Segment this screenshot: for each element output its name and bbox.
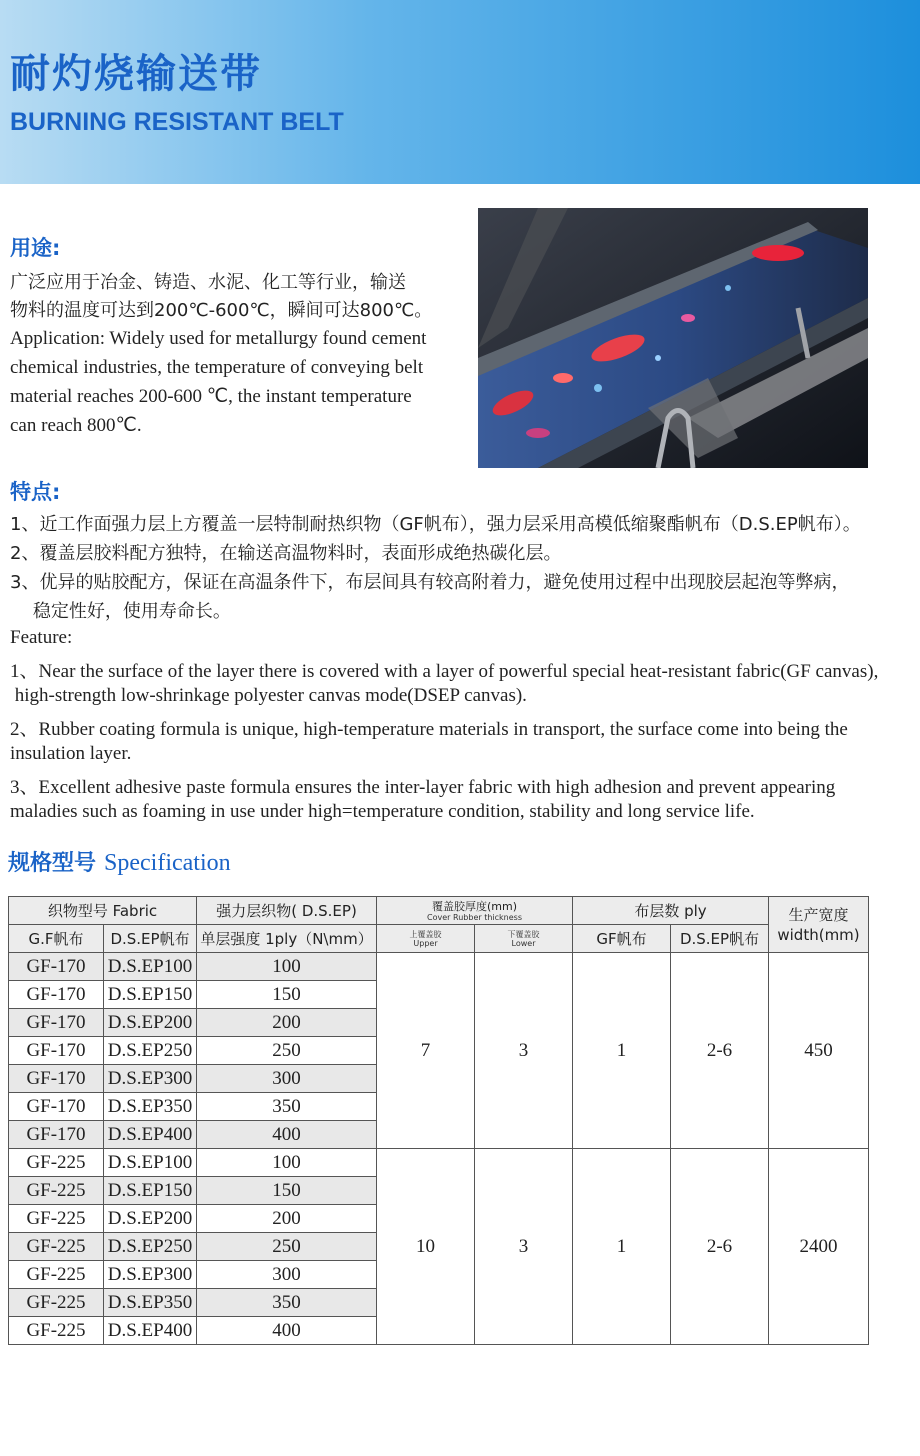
feature-en-line: maladies such as foaming in use under high=temperature condition, stability and long service life. (10, 801, 755, 822)
application-cn-line: 广泛应用于冶金、铸造、水泥、化工等行业，输送 (10, 272, 406, 293)
header-strength-layer: 强力层织物( D.S.EP) (197, 897, 377, 925)
cell-dsep-fabric: D.S.EP250 (104, 1233, 197, 1261)
cell-strength: 200 (197, 1009, 377, 1037)
header-single-strength: 单层强度 1ply（N\mm） (197, 925, 377, 953)
cell-dsep-fabric: D.S.EP300 (104, 1065, 197, 1093)
application-en-line: chemical industries, the temperature of conveying belt (10, 357, 424, 378)
cell-gf-fabric: GF-225 (9, 1205, 104, 1233)
cell-group-ply-dsep: 2-6 (671, 1149, 769, 1345)
page-title-en: BURNING RESISTANT BELT (10, 108, 344, 136)
cell-dsep-fabric: D.S.EP200 (104, 1009, 197, 1037)
cell-strength: 250 (197, 1233, 377, 1261)
cover-thickness-en: Cover Rubber thickness (427, 912, 522, 922)
cell-group-ply-gf: 1 (573, 953, 671, 1149)
header-banner (0, 0, 920, 184)
cell-gf-fabric: GF-225 (9, 1261, 104, 1289)
cell-strength: 100 (197, 1149, 377, 1177)
cell-group-upper: 7 (377, 953, 475, 1149)
cell-group-width: 450 (769, 953, 869, 1149)
table-header-row (9, 897, 869, 925)
cell-strength: 350 (197, 1289, 377, 1317)
cell-gf-fabric: GF-225 (9, 1149, 104, 1177)
cell-gf-fabric: GF-170 (9, 1037, 104, 1065)
cell-dsep-fabric: D.S.EP150 (104, 981, 197, 1009)
cell-strength: 300 (197, 1065, 377, 1093)
cell-gf-fabric: GF-170 (9, 1093, 104, 1121)
lower-cn: 下覆盖胶 (507, 929, 540, 939)
upper-cn: 上覆盖胶 (409, 929, 442, 939)
feature-en-line: 1、Near the surface of the layer there is covered with a layer of powerful special heat-resistant fabric(GF canvas), (10, 661, 879, 682)
header-ply-gf: GF帆布 (573, 925, 671, 953)
spec-title (8, 846, 231, 877)
cell-gf-fabric: GF-225 (9, 1233, 104, 1261)
cell-strength: 150 (197, 981, 377, 1009)
cell-group-lower: 3 (475, 953, 573, 1149)
cell-group-upper: 10 (377, 1149, 475, 1345)
application-heading: 用途: (10, 236, 61, 260)
cell-group-ply-gf: 1 (573, 1149, 671, 1345)
application-en-line: Application: Widely used for metallurgy found cement (10, 328, 427, 349)
cell-gf-fabric: GF-170 (9, 1009, 104, 1037)
cell-dsep-fabric: D.S.EP100 (104, 1149, 197, 1177)
cell-gf-fabric: GF-170 (9, 1121, 104, 1149)
spec-table-body (9, 953, 869, 1345)
feature-cn-line: 2、覆盖层胶料配方独特，在输送高温物料时，表面形成绝热碳化层。 (10, 543, 562, 564)
cell-strength: 100 (197, 953, 377, 981)
conveyor-belt-photo (478, 208, 868, 468)
cell-strength: 400 (197, 1121, 377, 1149)
cell-dsep-fabric: D.S.EP150 (104, 1177, 197, 1205)
feature-en-line: Feature: (10, 627, 73, 648)
cell-strength: 250 (197, 1037, 377, 1065)
feature-en-line: insulation layer. (10, 743, 132, 764)
header-lower (475, 925, 573, 953)
cell-dsep-fabric: D.S.EP400 (104, 1121, 197, 1149)
features-heading: 特点: (10, 480, 61, 504)
header-gf-canvas: G.F帆布 (9, 925, 104, 953)
application-en-line: material reaches 200-600 ℃, the instant temperature (10, 386, 412, 407)
header-width (769, 897, 869, 953)
cell-dsep-fabric: D.S.EP350 (104, 1093, 197, 1121)
conveyor-belt-illustration (478, 208, 868, 468)
table-row (9, 1149, 869, 1177)
feature-cn-line: 3、优异的贴胶配方，保证在高温条件下，布层间具有较高附着力，避免使用过程中出现胶层起泡等弊病， (10, 572, 850, 593)
cell-group-width: 2400 (769, 1149, 869, 1345)
header-fabric-type: 织物型号 Fabric (9, 897, 197, 925)
application-en-line: can reach 800℃. (10, 415, 142, 436)
feature-en-line: high-strength low-shrinkage polyester canvas mode(DSEP canvas). (10, 685, 527, 706)
cell-strength: 350 (197, 1093, 377, 1121)
header-ply-dsep: D.S.EP帆布 (671, 925, 769, 953)
cell-group-ply-dsep: 2-6 (671, 953, 769, 1149)
cell-gf-fabric: GF-225 (9, 1317, 104, 1345)
lower-en: Lower (511, 938, 536, 948)
upper-en: Upper (413, 938, 438, 948)
table-row (9, 953, 869, 981)
spec-title-en: Specification (104, 850, 231, 876)
cell-strength: 150 (197, 1177, 377, 1205)
table-subheader-row (9, 925, 869, 953)
feature-en-line: 2、Rubber coating formula is unique, high-temperature materials in transport, the surface come into being the (10, 719, 848, 740)
cell-dsep-fabric: D.S.EP100 (104, 953, 197, 981)
cell-gf-fabric: GF-225 (9, 1177, 104, 1205)
width-cn: 生产宽度 (788, 905, 849, 924)
cell-gf-fabric: GF-225 (9, 1289, 104, 1317)
cell-gf-fabric: GF-170 (9, 981, 104, 1009)
header-upper (377, 925, 475, 953)
page-title-cn: 耐灼烧输送带 (10, 51, 262, 97)
feature-cn-line: 稳定性好，使用寿命长。 (10, 601, 231, 622)
application-cn-line: 物料的温度可达到200℃-600℃，瞬间可达800℃。 (10, 300, 433, 321)
cell-dsep-fabric: D.S.EP250 (104, 1037, 197, 1065)
header-ply: 布层数 ply (573, 897, 769, 925)
feature-cn-line: 1、近工作面强力层上方覆盖一层特制耐热织物（GF帆布），强力层采用高模低缩聚酯帆布（D.S.EP帆布）。 (10, 514, 861, 535)
cover-thickness-cn: 覆盖胶厚度(mm) (432, 899, 518, 913)
spec-title-cn: 规格型号 (8, 851, 97, 876)
cell-gf-fabric: GF-170 (9, 953, 104, 981)
cell-group-lower: 3 (475, 1149, 573, 1345)
feature-en-line: 3、Excellent adhesive paste formula ensures the inter-layer fabric with high adhesion and prevent appearing (10, 777, 836, 798)
cell-gf-fabric: GF-170 (9, 1065, 104, 1093)
cell-dsep-fabric: D.S.EP200 (104, 1205, 197, 1233)
cell-dsep-fabric: D.S.EP400 (104, 1317, 197, 1345)
width-en: width(mm) (777, 925, 860, 944)
cell-strength: 400 (197, 1317, 377, 1345)
cell-dsep-fabric: D.S.EP300 (104, 1261, 197, 1289)
cell-dsep-fabric: D.S.EP350 (104, 1289, 197, 1317)
spec-table (8, 896, 869, 1345)
cell-strength: 200 (197, 1205, 377, 1233)
header-cover-thickness (377, 897, 573, 925)
cell-strength: 300 (197, 1261, 377, 1289)
header-dsep-canvas: D.S.EP帆布 (104, 925, 197, 953)
